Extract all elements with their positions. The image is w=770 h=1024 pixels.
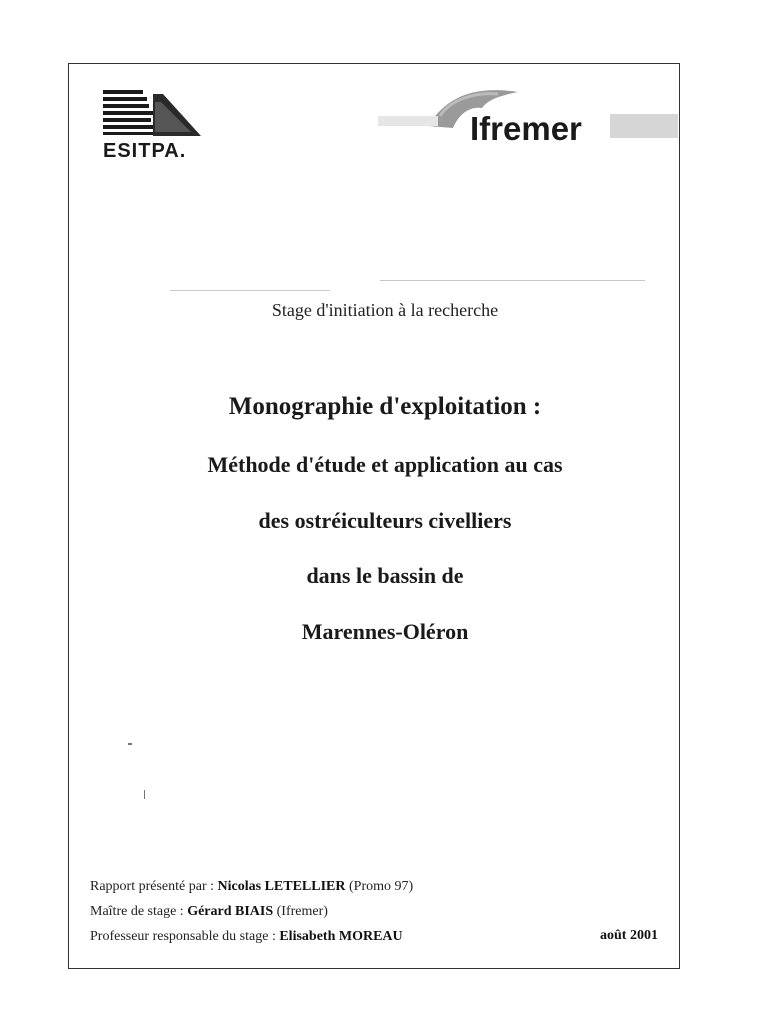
professor-label: Professeur responsable du stage : [90,929,280,944]
divider-left [170,290,330,291]
presenter-note: (Promo 97) [345,879,414,894]
presenter-name: Nicolas LETELLIER [217,879,346,894]
document-title: Monographie d'exploitation : [228,393,542,420]
scan-speck [144,790,145,799]
divider-right [380,280,645,281]
credit-professor [90,929,403,945]
credit-presenter [90,879,413,895]
esitpa-logo-text: ESITPA. [103,140,187,162]
supervisor-note: (Ifremer) [273,904,328,919]
credit-supervisor [90,904,328,920]
supervisor-label: Maître de stage : [90,904,188,919]
ifremer-logo-text: Ifremer [470,110,582,147]
title-line-2: des ostréiculteurs civelliers [258,508,512,533]
presenter-label: Rapport présenté par : [90,879,218,894]
professor-name: Elisabeth MOREAU [279,929,403,944]
title-line-1: Méthode d'étude et application au cas [207,452,563,477]
document-subtitle: Stage d'initiation à la recherche [271,300,499,320]
title-line-3: dans le bassin de [306,563,464,588]
scan-speck [128,743,132,745]
report-date: août 2001 [600,928,658,943]
supervisor-name: Gérard BIAIS [187,904,274,919]
title-line-4: Marennes-Oléron [301,619,469,644]
